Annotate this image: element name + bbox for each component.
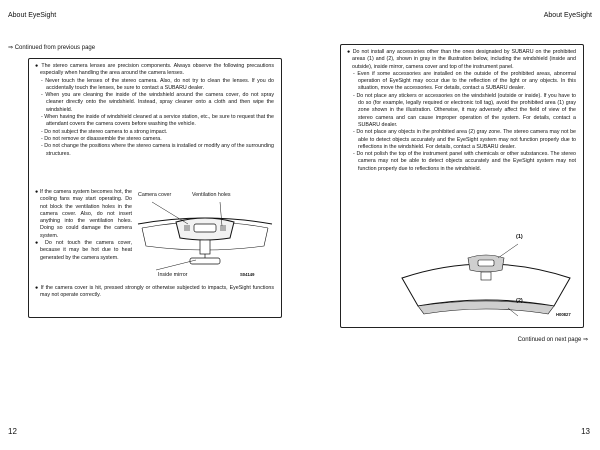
- right-dash-3: - Do not place any objects in the prohibited area (2) gray zone. The stereo camera may not be able to detect objects accurately and the EyeSight system may not function properly due to reflections in the windshield. For details, contact a SUBARU dealer.: [353, 129, 576, 150]
- continued-from-previous: ⇒ Continued from previous page: [8, 45, 96, 51]
- left-dash-5: - Do not remove or disassemble the stereo camera.: [41, 135, 162, 142]
- left-bullet-cooling: ● If the camera system becomes hot, the cooling fans may start operating. Do not block the ventilation holes in the camera cover. Also, do not insert anything into the ventilation holes. Doing so could damage the camera system.: [35, 189, 132, 239]
- page-number-left: 12: [8, 427, 17, 436]
- label-camera-cover: Camera cover: [138, 192, 172, 198]
- left-dash-1: - Never touch the lenses of the stereo camera. Also, do not try to clean the lenses. If you do accidentally touch the lenses, be sure to contact a SUBARU dealer.: [41, 77, 274, 91]
- left-text-narrow: [34, 189, 132, 262]
- header-right: About EyeSight: [543, 12, 592, 19]
- left-dash-2: - When you are cleaning the inside of the windshield around the camera cover, do not spray cleaner directly onto the windshield. Instead, spray cleaner onto a cloth and then wipe the windshield.: [41, 92, 274, 113]
- right-dash-4: - Do not polish the top of the instrument panel with chemicals or other substances. The stereo camera may not be able to detect objects accurately and the EyeSight system may not function properly due to reflections in the windshield.: [353, 151, 576, 172]
- figure-code-left: S04149: [240, 272, 255, 277]
- left-text-top: [34, 63, 274, 158]
- label-inside-mirror: Inside mirror: [158, 272, 188, 278]
- prohibited-areas-illustration: [398, 234, 574, 322]
- continued-on-next: Continued on next page ⇒: [517, 337, 588, 343]
- header-left: About EyeSight: [8, 12, 57, 19]
- figure-code-right: H00827: [556, 312, 571, 317]
- right-dash-2: - Do not place any stickers or accessories on the windshield (outside or inside). If you have to do so (for example, legally required or electronic toll tag), avoid the prohibited area (1) gray zone shown in the illustration. Otherwise, it may adversely affect the field of view of the stereo camera and can cause improper operation of the system. For details, contact a SUBARU dealer.: [353, 92, 576, 128]
- left-text-bottom: [34, 285, 274, 300]
- right-text: [346, 49, 576, 173]
- camera-cover-illustration: [136, 194, 274, 284]
- left-dash-4: - Do not subject the stereo camera to a strong impact.: [41, 128, 168, 135]
- left-dash-3: - When having the inside of windshield cleaned at a service station, etc., be sure to request that the attendant covers the camera covers before washing the vehicle.: [41, 114, 274, 128]
- left-bullet-lenses: ● The stereo camera lenses are precision components. Always observe the following precautions especially when handling the area around the camera lenses.: [35, 63, 274, 77]
- callout-area-2: (2): [516, 298, 523, 304]
- left-dash-6: - Do not change the positions where the stereo camera is installed or modify any of the surrounding structures.: [41, 143, 274, 157]
- right-bullet-accessories: ● Do not install any accessories other than the ones designated by SUBARU on the prohibited areas (1) and (2), shown in gray in the illustration below, including the windshield (inside and outside), inside mirror, camera cover and top of the instrument panel.: [347, 49, 576, 70]
- left-bullet-impact: ● If the camera cover is hit, pressed strongly or otherwise subjected to impacts, EyeSight functions may not operate correctly.: [35, 285, 274, 299]
- label-ventilation-holes: Ventilation holes: [192, 192, 231, 198]
- callout-area-1: (1): [516, 234, 523, 240]
- right-dash-1: - Even if some accessories are installed on the outside of the prohibited areas, abnormal operation of EyeSight may occur due to the reflection of the light or any objects. In this situation, move the accessories. For details, contact a SUBARU dealer.: [353, 70, 576, 92]
- page-number-right: 13: [581, 427, 590, 436]
- left-bullet-hot: ● Do not touch the camera cover, because it may be hot due to heat generated by the camera system.: [35, 240, 132, 261]
